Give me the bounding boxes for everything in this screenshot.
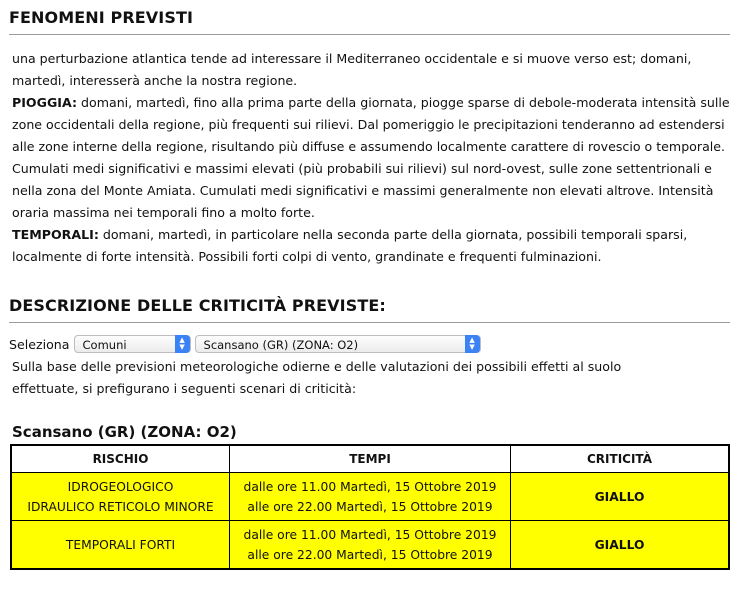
rischio-cell <box>11 473 230 521</box>
criticita-table <box>10 444 730 570</box>
selection-row <box>9 333 481 355</box>
rischio-line: IDRAULICO RETICOLO MINORE <box>27 499 214 514</box>
divider <box>9 322 730 323</box>
cumulati-paragraph: Cumulati medi significativi e massimi elevati (più probabili sui rilievi) sul nord-ovest, sulle zone settentrionali e nella zona del Monte Amiata. Cumulati medi significativi e massimi generalmente non elevati altrove. Intensità oraria massima nei temporali fino a molto forte. <box>12 161 714 220</box>
table-header-row <box>11 445 729 473</box>
criticita-title: DESCRIZIONE DELLE CRITICITÀ PREVISTE: <box>9 296 386 315</box>
pioggia-paragraph <box>12 92 730 158</box>
pioggia-label: PIOGGIA: <box>12 95 77 110</box>
select-place[interactable] <box>195 335 481 353</box>
seleziona-label: Seleziona <box>9 336 70 352</box>
temporali-label: TEMPORALI: <box>12 227 99 242</box>
tempi-line: alle ore 22.00 Martedì, 15 Ottobre 2019 <box>247 547 493 562</box>
tempi-line: dalle ore 11.00 Martedì, 15 Ottobre 2019 <box>243 527 497 542</box>
table-row <box>11 521 729 570</box>
tempi-line: alle ore 22.00 Martedì, 15 Ottobre 2019 <box>247 499 493 514</box>
pioggia-text: domani, martedì, fino alla prima parte della giornata, piogge sparse di debole-moderata intensità sulle zone occidentali della regione, più frequenti sui rilievi. Dal pomeriggio le precipitazioni tenderanno ad estendersi alle zone interne della regione, risultando più diffuse e assumendo localmente carattere di rovescio o temporale. <box>12 95 730 154</box>
fenomeni-title: FENOMENI PREVISTI <box>9 8 194 27</box>
updown-arrows-icon: ▲ ▼ <box>175 335 190 353</box>
divider <box>9 34 730 35</box>
rischio-cell: TEMPORALI FORTI <box>11 521 230 570</box>
temporali-paragraph <box>12 224 730 268</box>
scenario-title: Scansano (GR) (ZONA: O2) <box>12 423 237 441</box>
rischio-line: IDROGEOLOGICO <box>67 479 174 494</box>
table-row <box>11 473 729 521</box>
updown-arrows-icon: ▲ ▼ <box>465 335 480 353</box>
select-type-value: Comuni <box>82 338 127 352</box>
select-type[interactable] <box>74 335 191 353</box>
intro-paragraph: una perturbazione atlantica tende ad interessare il Mediterraneo occidentale e si muove verso est; domani, martedì, interesserà anche la nostra regione. <box>12 51 692 88</box>
criticita-cell: GIALLO <box>511 521 730 570</box>
tempi-cell <box>230 521 511 570</box>
header-criticita: CRITICITÀ <box>511 445 730 473</box>
tempi-cell <box>230 473 511 521</box>
temporali-text: domani, martedì, in particolare nella seconda parte della giornata, possibili temporali sparsi, localmente di forte intensità. Possibili forti colpi di vento, grandinate e frequenti fulminazioni. <box>12 227 688 264</box>
criticita-description: Sulla base delle previsioni meteorologiche odierne e delle valutazioni dei possibili effetti al suolo effettuate, si prefigurano i seguenti scenari di criticità: <box>12 359 622 396</box>
criticita-cell: GIALLO <box>511 473 730 521</box>
tempi-line: dalle ore 11.00 Martedì, 15 Ottobre 2019 <box>243 479 497 494</box>
fenomeni-text <box>12 48 730 268</box>
header-tempi: TEMPI <box>230 445 511 473</box>
header-rischio: RISCHIO <box>11 445 230 473</box>
select-place-value: Scansano (GR) (ZONA: O2) <box>203 338 359 352</box>
